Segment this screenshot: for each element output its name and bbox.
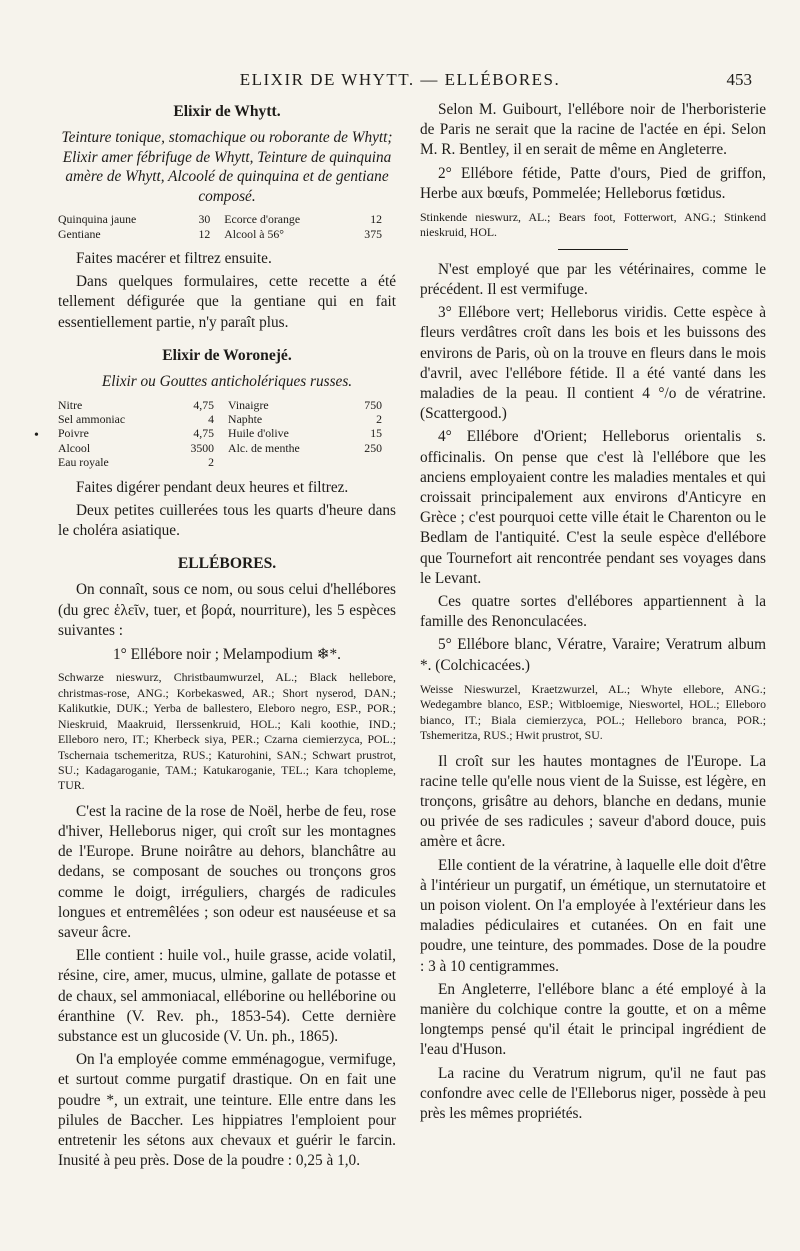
ingredient-name: Quinquina jaune [58,212,137,227]
ingredient-qty [345,455,396,469]
whytt-paragraph: Faites macérer et filtrez ensuite. [76,250,272,268]
ellebores-title: ELLÉBORES. [177,555,277,573]
whytt-paragraph: Dans quelques formulaires, cette recette a été tellement défigurée que la gentiane qui en fait essentiellement partie, n'y paraît plus. [58,273,396,331]
ingredient-name: Ecorce d'orange [224,212,301,227]
ellebore-blanc-heading: 5° Ellébore blanc, Vératre, Varaire; Veratrum album *. (Colchicacées.) [420,636,766,674]
running-head [0,70,800,94]
ingredient-qty: 3500 [190,440,215,455]
ingredient-qty: 250 [364,440,382,455]
ingredient-name: Vinaigre [228,397,269,412]
ingredient-name [228,455,344,469]
ingredient-name: Alc. de menthe [228,440,300,455]
ingredient-row [58,441,396,455]
ingredient-qty: 4 [208,411,215,426]
ingredient-name: Sel ammoniac [58,411,126,426]
ingredient-qty: 12 [198,226,211,241]
ellebore-blanc-paragraph: La racine du Veratrum nigrum, qu'il ne faut pas confondre avec celle de l'Elleborus niger, possède à peu près les mêmes propriétés. [420,1064,766,1122]
woronej-paragraph: Deux petites cuillerées tous les quarts d'heure dans le choléra asiatique. [58,501,396,539]
ingredient-qty: 2 [208,455,215,470]
ellebore-blanc-paragraph: Il croît sur les hautes montagnes de l'Europe. La racine telle qu'elle nous vient de la Suisse, est légère, en tronçons, grisâtre au dehors, blanche en dedans, munie ou privée de ses radicules ; saveur d'abord douce, puis amère et âcre. [420,752,766,851]
ingredient-name: Alcool [58,440,91,455]
ingredient-row [58,227,396,241]
ingredient-qty: 4,75 [193,397,215,412]
ellebore-blanc-paragraph: Elle contient de la vératrine, à laquelle elle doit d'être à l'intérieur un purgatif, un émétique, un sternutatoire et un poison violent. On l'a employée à l'extérieur dans les maladies pédiculaires et cutanées. On en fait une poudre, une teinture, des pommades. Dose de la poudre : 3 à 10 centigrammes. [420,856,766,975]
guibourt-paragraph: Selon M. Guibourt, l'ellébore noir de l'herboristerie de Paris ne serait que la racine de l'actée en épi. Selon M. R. Bentley, il en serait de même en Angleterre. [420,101,766,159]
ellebore-noir-paragraph: Elle contient : huile vol., huile grasse, acide volatil, résine, cire, amer, mucus, ulmine, gallate de potasse et de chaux, sel ammoniacal, elléborine ou helléborine ou éranthine (V. Rev. ph., 1853-54). Cette dernière substance est un glucoside (V. Un. ph., 1865). [58,947,396,1045]
ellebore-noir-paragraph: On l'a employée comme emménagogue, vermifuge, et surtout comme purgatif drastique. On en fait une poudre *, un extrait, une teinture. Elle entre dans les pilules de Baccher. Les hippiatres l'emploient pour entretenir les sétons aux chevaux et guérir le farcin. Inusité à peu près. Dose de la poudre : 0,25 à 1,0. [58,1051,396,1170]
ingredient-name: Alcool à 56° [224,226,285,241]
ellebore-blanc-names: Weisse Nieswurzel, Kraetzwurzel, AL.; Whyte ellebore, ANG.; Wedegambre blanco, ESP.; Witbloemige, Nieswortel, HOL.; Elleboro bianco, IT.; Biala ciemierzyca, POL.; Helleboro branca, POR.; Tshemeritza, RUS.; Hwit prustrot, SU. [420,681,766,743]
ingredient-name: Nitre [58,397,83,412]
woronej-synonyms: Elixir ou Gouttes anticholériques russes. [101,373,353,391]
ingredient-name: Huile d'olive [228,426,289,441]
ingredient-name: Eau royale [58,455,109,470]
ellebore-noir-names: Schwarze nieswurz, Christbaumwurzel, AL.; Black hellebore, christmas-rose, ANG.; Korbekaswed, AR.; Short nyserod, DAN.; Kalikutkie, DUK.; Yerba de ballestero, Eleboro negro, ESP., POR.; Nieskruid, Maakruid, Ilerssenkruid, HOL.; Kali koothie, IND.; Elleboro nero, IT.; Kherbeck siya, PER.; Czarna ciemierzyca, POL.; Tschernaia tschemeritza, RUS.; Katurohini, SAN.; Schwart prustrot, SU.; Kadagaroganie, TAM.; Katukaroganie, TEL.; Kara tchopleme, TUR. [58,670,396,793]
ingredient-row [58,426,396,440]
whytt-ingredients [58,212,396,241]
ingredient-qty: 12 [370,212,382,227]
woronej-ingredients [58,398,396,470]
whytt-synonyms: Teinture tonique, stomachique ou roborante de Whytt; Elixir amer fébrifuge de Whytt, Teinture de quinquina amère de Whytt, Alcoolé de quinquina et de gentiane composé. [61,129,393,205]
ingredient-qty: 15 [370,426,382,441]
woronej-title: Elixir de Woronejé. [162,346,292,364]
ellebore-blanc-paragraph: En Angleterre, l'ellébore blanc a été employé à la manière du colchique contre la goutte, et on a même longtemps pensé qu'il était le principal ingrédient de l'eau d'Huson. [420,980,766,1059]
ingredient-row [58,398,396,412]
ellebore-orient-paragraph: 4° Ellébore d'Orient; Helleborus orientalis s. officinalis. On pense que c'est là l'ellébore que les anciens employaient contre les maladies mentales et qui croissait principalement aux environs d'Anticyre en Grèce ; c'est pourquoi cette ville était le Charenton ou le Bedlam de l'antiquité. C'est la seule espèce d'ellébore que Tournefort ait rencontrée pendant ses voyages dans le Levant. [420,428,766,587]
ingredient-name: Poivre [58,426,89,441]
ingredient-row [58,212,396,226]
right-column [420,100,766,1127]
ingredient-qty: 375 [364,226,382,241]
ingredient-qty: 4,75 [193,426,215,441]
ingredient-name: Naphte [228,411,263,426]
page-number: 453 [726,70,752,89]
ingredient-row [58,455,396,469]
left-column [58,100,396,1174]
whytt-title: Elixir de Whytt. [173,103,281,120]
ellebore-vert-paragraph: 3° Ellébore vert; Helleborus viridis. Cette espèce à fleurs verdâtres croît dans les bois et les buissons des environs de Paris, où on la trouve en fleurs dans le mois d'avril, avec l'ellébore fétide. Il a été vanté dans les maladies de la peau. Il contient 4 °/o de vératrine. (Scattergood.) [420,304,766,423]
margin-mark: • [34,428,39,443]
ellebore-fetide-heading: 2° Ellébore fétide, Patte d'ours, Pied de griffon, Herbe aux bœufs, Pommelée; Helleborus fœtidus. [420,164,766,202]
ingredient-row [58,412,396,426]
ingredient-qty: 750 [364,397,382,412]
ingredient-name: Gentiane [58,226,101,241]
ingredient-qty: 2 [376,411,382,426]
ellebore-noir-paragraph: C'est la racine de la rose de Noël, herbe de feu, rose d'hiver, Helleborus niger, qui croît sur les montagnes de l'Europe. Brune noirâtre au dehors, blanchâtre au dedans, se composant de souches ou tronçons gros comme le doigt, irréguliers, chargés de radicules longues et entremêlées ; son odeur est nauséeuse et sa saveur âcre. [58,802,396,941]
ellebore-fetide-paragraph: N'est employé que par les vétérinaires, comme le précédent. Il est vermifuge. [420,260,766,299]
ellebore-fetide-names: Stinkende nieswurz, AL.; Bears foot, Fotterwort, ANG.; Stinkend nieskruid, HOL. [420,210,766,240]
ellebore-orient-paragraph: Ces quatre sortes d'ellébores appartiennent à la famille des Renonculacées. [420,593,766,631]
divider [558,249,628,250]
ingredient-qty: 30 [198,212,211,227]
woronej-paragraph: Faites digérer pendant deux heures et filtrez. [76,478,349,496]
ellebores-intro: On connaît, sous ce nom, ou sous celui d'hellébores (du grec ἑλεῖν, tuer, et βορά, nourriture), les 5 espèces suivantes : [58,581,396,639]
ellebore-noir-heading: 1° Ellébore noir ; Melampodium ❄*. [113,645,341,663]
running-head-title: ELIXIR DE WHYTT. — ELLÉBORES. [239,70,561,89]
